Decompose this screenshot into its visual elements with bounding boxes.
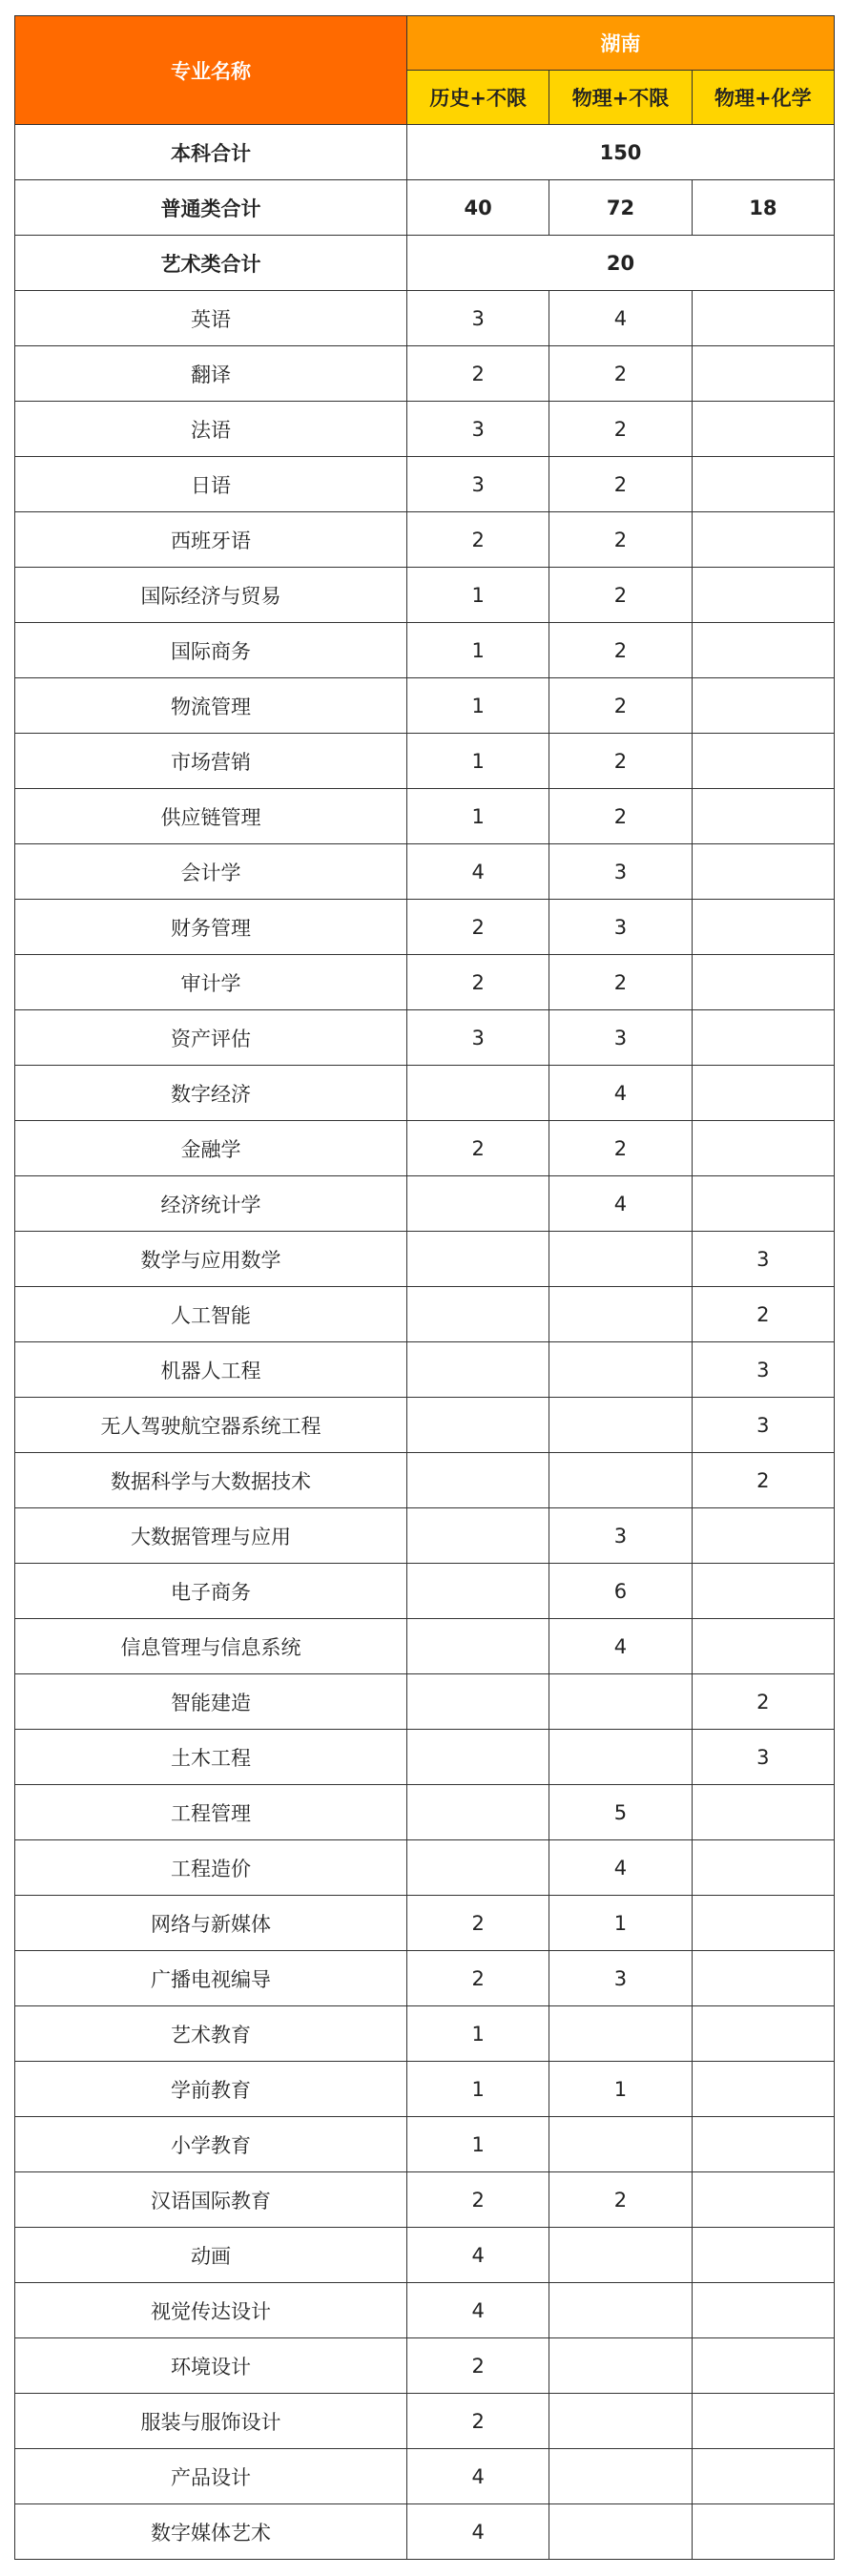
table-row bbox=[15, 512, 835, 568]
table-row bbox=[15, 2006, 835, 2062]
major-name-cell: 智能建造 bbox=[15, 1674, 407, 1730]
major-name-cell: 工程造价 bbox=[15, 1840, 407, 1896]
major-name-cell: 广播电视编导 bbox=[15, 1951, 407, 2006]
history-count-cell bbox=[407, 1674, 549, 1730]
physics-count-cell: 3 bbox=[549, 844, 692, 900]
physics-count-cell bbox=[549, 2117, 692, 2172]
physics-count-cell: 4 bbox=[549, 1619, 692, 1674]
table-row bbox=[15, 1066, 835, 1121]
physics-chemistry-count-cell bbox=[692, 512, 834, 568]
major-name-cell: 数字经济 bbox=[15, 1066, 407, 1121]
physics-count-cell: 3 bbox=[549, 900, 692, 955]
summary-value-physics-chemistry: 18 bbox=[692, 180, 834, 236]
summary-value-physics: 72 bbox=[549, 180, 692, 236]
physics-count-cell bbox=[549, 2283, 692, 2338]
physics-chemistry-count-cell bbox=[692, 900, 834, 955]
physics-count-cell: 1 bbox=[549, 1896, 692, 1951]
major-name-cell: 数学与应用数学 bbox=[15, 1232, 407, 1287]
physics-count-cell: 3 bbox=[549, 1010, 692, 1066]
table-row bbox=[15, 568, 835, 623]
physics-chemistry-count-cell bbox=[692, 734, 834, 789]
history-count-cell: 2 bbox=[407, 2338, 549, 2394]
physics-count-cell: 2 bbox=[549, 955, 692, 1010]
history-count-cell: 4 bbox=[407, 2449, 549, 2504]
physics-chemistry-count-cell bbox=[692, 1066, 834, 1121]
summary-label: 艺术类合计 bbox=[15, 236, 407, 291]
physics-count-cell bbox=[549, 1730, 692, 1785]
major-name-cell: 土木工程 bbox=[15, 1730, 407, 1785]
table-row bbox=[15, 1619, 835, 1674]
physics-chemistry-count-cell bbox=[692, 1010, 834, 1066]
history-count-cell: 1 bbox=[407, 568, 549, 623]
table-row bbox=[15, 1674, 835, 1730]
physics-chemistry-count-cell bbox=[692, 402, 834, 457]
table-row bbox=[15, 900, 835, 955]
table-row bbox=[15, 1730, 835, 1785]
history-count-cell: 2 bbox=[407, 1951, 549, 2006]
history-count-cell: 4 bbox=[407, 844, 549, 900]
physics-count-cell bbox=[549, 2449, 692, 2504]
history-count-cell: 2 bbox=[407, 346, 549, 402]
physics-chemistry-count-cell bbox=[692, 1896, 834, 1951]
physics-count-cell bbox=[549, 1287, 692, 1342]
table-row bbox=[15, 955, 835, 1010]
physics-count-cell bbox=[549, 2338, 692, 2394]
history-count-cell: 1 bbox=[407, 2117, 549, 2172]
physics-chemistry-count-cell bbox=[692, 2338, 834, 2394]
physics-chemistry-count-cell bbox=[692, 457, 834, 512]
physics-chemistry-count-cell bbox=[692, 346, 834, 402]
summary-value: 20 bbox=[407, 236, 835, 291]
history-count-cell: 1 bbox=[407, 2006, 549, 2062]
major-name-cell: 资产评估 bbox=[15, 1010, 407, 1066]
physics-count-cell bbox=[549, 2394, 692, 2449]
table-row bbox=[15, 2338, 835, 2394]
physics-chemistry-count-cell bbox=[692, 1785, 834, 1840]
table-row bbox=[15, 346, 835, 402]
physics-chemistry-count-cell bbox=[692, 2117, 834, 2172]
history-count-cell: 2 bbox=[407, 955, 549, 1010]
history-count-cell: 2 bbox=[407, 1121, 549, 1176]
table-row bbox=[15, 2504, 835, 2560]
physics-chemistry-count-cell bbox=[692, 678, 834, 734]
history-count-cell: 1 bbox=[407, 789, 549, 844]
physics-count-cell: 4 bbox=[549, 291, 692, 346]
history-count-cell bbox=[407, 1840, 549, 1896]
table-row bbox=[15, 844, 835, 900]
physics-count-cell bbox=[549, 1342, 692, 1398]
physics-chemistry-count-cell bbox=[692, 2062, 834, 2117]
major-name-cell: 信息管理与信息系统 bbox=[15, 1619, 407, 1674]
history-count-cell bbox=[407, 1176, 549, 1232]
physics-chemistry-count-cell: 3 bbox=[692, 1398, 834, 1453]
physics-chemistry-count-cell bbox=[692, 2394, 834, 2449]
physics-count-cell: 2 bbox=[549, 1121, 692, 1176]
history-count-cell bbox=[407, 1398, 549, 1453]
history-count-cell: 2 bbox=[407, 900, 549, 955]
history-count-cell: 1 bbox=[407, 678, 549, 734]
history-count-cell: 1 bbox=[407, 623, 549, 678]
history-count-cell: 4 bbox=[407, 2228, 549, 2283]
physics-chemistry-count-cell: 2 bbox=[692, 1453, 834, 1508]
physics-chemistry-count-cell bbox=[692, 2449, 834, 2504]
major-name-cell: 大数据管理与应用 bbox=[15, 1508, 407, 1564]
history-count-cell: 2 bbox=[407, 1896, 549, 1951]
physics-chemistry-count-cell bbox=[692, 1121, 834, 1176]
physics-count-cell: 2 bbox=[549, 402, 692, 457]
physics-chemistry-count-cell bbox=[692, 291, 834, 346]
history-count-cell: 4 bbox=[407, 2504, 549, 2560]
major-name-cell: 会计学 bbox=[15, 844, 407, 900]
history-count-cell bbox=[407, 1785, 549, 1840]
physics-chemistry-count-cell: 3 bbox=[692, 1232, 834, 1287]
subject-header-physics-chemistry: 物理+化学 bbox=[692, 71, 834, 125]
physics-count-cell: 2 bbox=[549, 568, 692, 623]
physics-count-cell bbox=[549, 2504, 692, 2560]
history-count-cell: 3 bbox=[407, 457, 549, 512]
history-count-cell bbox=[407, 1508, 549, 1564]
table-row bbox=[15, 1508, 835, 1564]
physics-chemistry-count-cell: 2 bbox=[692, 1674, 834, 1730]
admission-plan-table bbox=[14, 15, 835, 2560]
physics-chemistry-count-cell bbox=[692, 1951, 834, 2006]
major-name-cell: 物流管理 bbox=[15, 678, 407, 734]
table-row bbox=[15, 623, 835, 678]
major-name-cell: 视觉传达设计 bbox=[15, 2283, 407, 2338]
major-name-cell: 无人驾驶航空器系统工程 bbox=[15, 1398, 407, 1453]
table-row bbox=[15, 2117, 835, 2172]
physics-chemistry-count-cell bbox=[692, 1176, 834, 1232]
table-row bbox=[15, 402, 835, 457]
table-row bbox=[15, 457, 835, 512]
physics-count-cell: 3 bbox=[549, 1951, 692, 2006]
region-header: 湖南 bbox=[407, 16, 835, 71]
history-count-cell bbox=[407, 1619, 549, 1674]
major-name-cell: 数据科学与大数据技术 bbox=[15, 1453, 407, 1508]
physics-count-cell: 3 bbox=[549, 1508, 692, 1564]
physics-count-cell: 6 bbox=[549, 1564, 692, 1619]
major-name-cell: 国际商务 bbox=[15, 623, 407, 678]
major-name-cell: 服装与服饰设计 bbox=[15, 2394, 407, 2449]
physics-chemistry-count-cell bbox=[692, 2283, 834, 2338]
history-count-cell bbox=[407, 1730, 549, 1785]
table-row bbox=[15, 2172, 835, 2228]
table-row bbox=[15, 734, 835, 789]
summary-label: 普通类合计 bbox=[15, 180, 407, 236]
table-row bbox=[15, 1232, 835, 1287]
physics-chemistry-count-cell: 2 bbox=[692, 1287, 834, 1342]
summary-value: 150 bbox=[407, 125, 835, 180]
table-row bbox=[15, 2394, 835, 2449]
physics-count-cell: 2 bbox=[549, 346, 692, 402]
summary-label: 本科合计 bbox=[15, 125, 407, 180]
subject-header-physics: 物理+不限 bbox=[549, 71, 692, 125]
major-name-cell: 艺术教育 bbox=[15, 2006, 407, 2062]
major-name-cell: 英语 bbox=[15, 291, 407, 346]
major-name-cell: 网络与新媒体 bbox=[15, 1896, 407, 1951]
history-count-cell: 4 bbox=[407, 2283, 549, 2338]
physics-count-cell bbox=[549, 2006, 692, 2062]
physics-chemistry-count-cell bbox=[692, 1619, 834, 1674]
major-name-header: 专业名称 bbox=[15, 16, 407, 125]
physics-count-cell bbox=[549, 1674, 692, 1730]
table-row bbox=[15, 1121, 835, 1176]
history-count-cell bbox=[407, 1453, 549, 1508]
history-count-cell: 3 bbox=[407, 402, 549, 457]
physics-count-cell: 2 bbox=[549, 512, 692, 568]
physics-count-cell bbox=[549, 1232, 692, 1287]
major-name-cell: 环境设计 bbox=[15, 2338, 407, 2394]
physics-count-cell: 2 bbox=[549, 678, 692, 734]
physics-chemistry-count-cell: 3 bbox=[692, 1730, 834, 1785]
physics-count-cell bbox=[549, 1398, 692, 1453]
table-row bbox=[15, 2449, 835, 2504]
major-name-cell: 法语 bbox=[15, 402, 407, 457]
major-name-cell: 动画 bbox=[15, 2228, 407, 2283]
table-row bbox=[15, 1010, 835, 1066]
history-count-cell: 1 bbox=[407, 2062, 549, 2117]
history-count-cell: 3 bbox=[407, 291, 549, 346]
physics-chemistry-count-cell bbox=[692, 568, 834, 623]
table-row bbox=[15, 1564, 835, 1619]
history-count-cell: 1 bbox=[407, 734, 549, 789]
history-count-cell bbox=[407, 1066, 549, 1121]
table-row bbox=[15, 2062, 835, 2117]
physics-count-cell: 5 bbox=[549, 1785, 692, 1840]
physics-count-cell: 2 bbox=[549, 789, 692, 844]
table-row bbox=[15, 1785, 835, 1840]
history-count-cell: 2 bbox=[407, 2172, 549, 2228]
table-row bbox=[15, 2228, 835, 2283]
major-name-cell: 汉语国际教育 bbox=[15, 2172, 407, 2228]
physics-chemistry-count-cell bbox=[692, 789, 834, 844]
physics-chemistry-count-cell bbox=[692, 2172, 834, 2228]
major-name-cell: 工程管理 bbox=[15, 1785, 407, 1840]
major-name-cell: 电子商务 bbox=[15, 1564, 407, 1619]
physics-count-cell: 4 bbox=[549, 1176, 692, 1232]
major-name-cell: 金融学 bbox=[15, 1121, 407, 1176]
history-count-cell bbox=[407, 1564, 549, 1619]
physics-chemistry-count-cell bbox=[692, 623, 834, 678]
physics-chemistry-count-cell bbox=[692, 1508, 834, 1564]
physics-count-cell: 4 bbox=[549, 1066, 692, 1121]
summary-row-benke bbox=[15, 125, 835, 180]
history-count-cell bbox=[407, 1342, 549, 1398]
history-count-cell: 2 bbox=[407, 512, 549, 568]
table-row bbox=[15, 1398, 835, 1453]
table-row bbox=[15, 789, 835, 844]
history-count-cell: 3 bbox=[407, 1010, 549, 1066]
physics-chemistry-count-cell bbox=[692, 1840, 834, 1896]
major-name-cell: 学前教育 bbox=[15, 2062, 407, 2117]
history-count-cell bbox=[407, 1232, 549, 1287]
major-name-cell: 数字媒体艺术 bbox=[15, 2504, 407, 2560]
physics-chemistry-count-cell bbox=[692, 2006, 834, 2062]
major-name-cell: 小学教育 bbox=[15, 2117, 407, 2172]
physics-count-cell bbox=[549, 2228, 692, 2283]
table-row bbox=[15, 1342, 835, 1398]
major-name-cell: 财务管理 bbox=[15, 900, 407, 955]
physics-chemistry-count-cell bbox=[692, 844, 834, 900]
major-name-cell: 翻译 bbox=[15, 346, 407, 402]
physics-chemistry-count-cell: 3 bbox=[692, 1342, 834, 1398]
physics-count-cell: 2 bbox=[549, 734, 692, 789]
major-name-cell: 西班牙语 bbox=[15, 512, 407, 568]
physics-chemistry-count-cell bbox=[692, 1564, 834, 1619]
table-row bbox=[15, 2283, 835, 2338]
major-name-cell: 审计学 bbox=[15, 955, 407, 1010]
summary-row-yishu bbox=[15, 236, 835, 291]
physics-chemistry-count-cell bbox=[692, 955, 834, 1010]
major-name-cell: 日语 bbox=[15, 457, 407, 512]
major-name-cell: 供应链管理 bbox=[15, 789, 407, 844]
table-row bbox=[15, 1176, 835, 1232]
major-name-cell: 机器人工程 bbox=[15, 1342, 407, 1398]
physics-count-cell bbox=[549, 1453, 692, 1508]
summary-value-history: 40 bbox=[407, 180, 549, 236]
physics-count-cell: 1 bbox=[549, 2062, 692, 2117]
physics-count-cell: 2 bbox=[549, 623, 692, 678]
table-row bbox=[15, 678, 835, 734]
physics-count-cell: 2 bbox=[549, 2172, 692, 2228]
subject-header-history: 历史+不限 bbox=[407, 71, 549, 125]
summary-row-putong bbox=[15, 180, 835, 236]
table-row bbox=[15, 1840, 835, 1896]
physics-count-cell: 2 bbox=[549, 457, 692, 512]
history-count-cell bbox=[407, 1287, 549, 1342]
physics-count-cell: 4 bbox=[549, 1840, 692, 1896]
major-name-cell: 国际经济与贸易 bbox=[15, 568, 407, 623]
table-row bbox=[15, 1287, 835, 1342]
physics-chemistry-count-cell bbox=[692, 2504, 834, 2560]
table-row bbox=[15, 291, 835, 346]
table-row bbox=[15, 1453, 835, 1508]
table-row bbox=[15, 1951, 835, 2006]
major-name-cell: 市场营销 bbox=[15, 734, 407, 789]
major-name-cell: 产品设计 bbox=[15, 2449, 407, 2504]
physics-chemistry-count-cell bbox=[692, 2228, 834, 2283]
major-name-cell: 人工智能 bbox=[15, 1287, 407, 1342]
history-count-cell: 2 bbox=[407, 2394, 549, 2449]
table-row bbox=[15, 1896, 835, 1951]
major-name-cell: 经济统计学 bbox=[15, 1176, 407, 1232]
